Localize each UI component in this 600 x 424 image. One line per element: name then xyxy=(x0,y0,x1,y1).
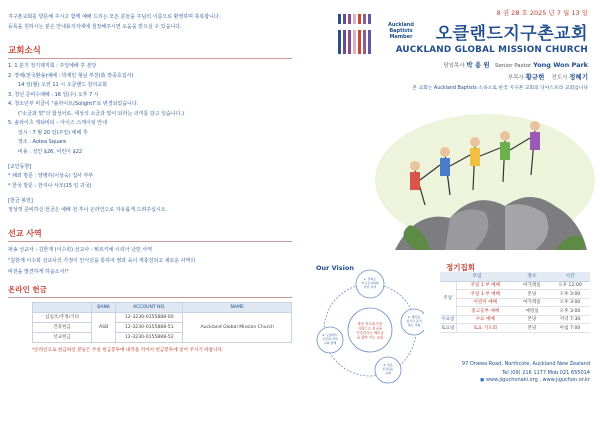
online-offering-note: *온라인으로 헌금하신 분들은 주일 헌금봉투에 내역을 적어서 헌금봉투에 넣어 주시기 바랍니다. xyxy=(32,347,224,353)
worship-place: 마가레롬 xyxy=(514,281,550,290)
table-header: 장소 xyxy=(514,272,550,281)
worship-name: 주일 1 부 예배 xyxy=(456,281,514,290)
vision-node-text: 지구촌교회의 xyxy=(361,281,379,285)
vision-title: Our Vision xyxy=(316,264,354,272)
worship-name: 주일 1 부 예배 xyxy=(456,290,514,299)
church-news-item: 3. 청년 준비수례배 : 16 일(수) 오후 7 시 xyxy=(8,91,99,98)
contact-info xyxy=(462,360,590,378)
vision-node-text: 교회 관계 xyxy=(323,341,337,345)
worship-group: 주일 xyxy=(440,281,456,315)
church-news-item: 1. 1 분기 정기제직회 : 주일예배 후 본당 xyxy=(8,63,97,69)
table-row xyxy=(33,312,292,322)
vision-center-line: 복음 전도와 이웃 xyxy=(357,322,383,326)
church-news-list xyxy=(8,62,292,157)
mission-line: 파송 선교사 : 김한재 (이수희) 선교사 - 튀르키예 시리아 난민 사역 xyxy=(8,246,153,253)
senior-pastor xyxy=(396,60,588,69)
welcome-line: 등록을 원하시는 분은 안내용지지에에 철장해주시면 도움을 받으실 수 있습니다. xyxy=(8,24,182,30)
church-header xyxy=(396,8,588,91)
vision-node-text: 2. 세상을 xyxy=(407,315,421,319)
table-header: 모임 xyxy=(440,272,514,281)
church-news-item: 일시 : 7 월 20 일(주일) 예배 후 xyxy=(18,129,88,136)
vision-center-line: 을 닮아 가는 교회 xyxy=(356,335,384,340)
worship-place: 마가레롬 xyxy=(514,298,550,307)
vision-center-line: 사랑으로 천국을 xyxy=(357,326,383,331)
worship-time: 아침 7:00 xyxy=(550,324,590,333)
table-row xyxy=(440,307,590,316)
worship-name: 어린이 예배 xyxy=(456,298,514,307)
worship-name: 중고등부 예배 xyxy=(456,307,514,316)
offering-type: 십일조/주정/기타 xyxy=(33,312,92,322)
bank-name: ASB xyxy=(92,312,116,342)
worship-time: 저녁 7:30 xyxy=(550,315,590,324)
visitors-item: * 한국 방문 : 한지나 사모(15 일 귀국) xyxy=(8,182,92,189)
church-news-item: 2. 장례(천국환송)예배 : 박재민 형님 부친(故 박종호집사) xyxy=(8,72,134,79)
table-header: ACCOUNT NO. xyxy=(116,302,183,312)
worship-place: 본당 xyxy=(514,324,550,333)
table-row xyxy=(440,324,590,333)
church-news-item: 5. 솔라이츠 액티비티 – 아이스 스케이팅 안내 xyxy=(8,120,107,126)
vision-node-text: 3. 복음 xyxy=(383,363,393,367)
vision-center-line: 이루어가는 예수님 xyxy=(356,331,384,335)
logo-text: Member xyxy=(389,34,413,40)
table-row xyxy=(440,281,590,290)
senior-pastor-name: 박 용 원 xyxy=(466,61,490,69)
offering-note-title: [헌금 봉헌] xyxy=(8,198,33,204)
vision-diagram xyxy=(316,262,424,390)
table-header: BANK xyxy=(92,302,116,312)
vision-node-text: 교회 xyxy=(385,371,391,375)
website-links[interactable] xyxy=(480,377,590,383)
divider xyxy=(8,58,292,59)
table-header: NAME xyxy=(183,302,292,312)
visitors-title: [교인동향] xyxy=(8,164,32,170)
table-header-row xyxy=(33,302,292,312)
vision-node-text: 하는 교회 xyxy=(407,323,421,327)
online-offering-table xyxy=(32,302,292,343)
website-text[interactable]: www.jiguchonaki.org , www.jiguchon.or.kr xyxy=(485,377,590,383)
worship-time: 오후 3:00 xyxy=(550,290,590,299)
church-news-item: 14 일(월) 오전 11 시 오클랜드 감리교회 xyxy=(18,82,107,88)
account-number: 12-3230-0155888-52 xyxy=(116,332,183,342)
evangelist-name: 정혜기 xyxy=(569,73,588,81)
mission-line: "김한재 이수희 선교사의 가정이 안식년을 통하여 영과 육이 재충전되고 새로운 사역의 xyxy=(8,257,196,264)
vision-node-text: 비전 목적 xyxy=(363,285,377,289)
church-news-item: 4. 청소년부 미클이 "솔라이트(Solight)"로 변경되었습니다. xyxy=(8,101,139,107)
table-header: 시간 xyxy=(550,272,590,281)
senior-pastor-label: 담임목사 xyxy=(443,63,465,69)
offering-note-text: 정성껏 준비하신 헌금은 예배 전 후나 온라인으로 자유롭게 드려주십시오. xyxy=(8,207,168,213)
table-header-row xyxy=(440,272,590,281)
church-news-item: ("소금과 빛"의 합성어로, 세상의 소금과 빛이 되라는 의미를 담고 있습니다.) xyxy=(18,110,185,117)
welcome-line: 지구촌교회를 방문해 주시고 함께 예배 드리는 모든 분들을 주님의 이름으로 환영하며 축복합니다. xyxy=(8,14,221,20)
church-news-title: 교회소식 xyxy=(8,46,41,56)
church-phone: Tel (09) 216 1177 Mob 021 655014 xyxy=(502,370,590,376)
worship-schedule-table xyxy=(440,272,590,333)
worship-name: 토요 기도회 xyxy=(456,324,514,333)
worship-time: 오후 12:00 xyxy=(550,281,590,290)
evangelist-label: 전도사 xyxy=(551,75,568,81)
church-news-item: 비용 : 성인 $26, 어린이 $22 xyxy=(18,148,83,155)
senior-pastor-en-label: Senior Pastor xyxy=(494,63,532,69)
welcome-text xyxy=(8,12,290,32)
worship-place: 본당 xyxy=(514,315,550,324)
mission-line: 비전을 발견하게 하옵소서!" xyxy=(8,268,69,275)
divider xyxy=(8,297,292,298)
church-news-item: 장소 : Aotea Square xyxy=(18,139,67,145)
table-row xyxy=(440,315,590,324)
table-header xyxy=(33,302,92,312)
account-name: Auckland Global Mission Church xyxy=(183,312,292,342)
church-logo-icon xyxy=(332,10,382,60)
logo-text: Baptists xyxy=(389,28,413,34)
online-offering-title: 온라인 헌금 xyxy=(8,284,47,294)
worship-time: 오후 3:00 xyxy=(550,298,590,307)
table-row xyxy=(440,290,590,299)
membership-note: 본 교회는 Auckland Baptists 소속으로 한국 지구촌 교회의 디아스포라 교회입니다 xyxy=(412,86,588,91)
associate-pastors xyxy=(396,72,588,81)
worship-group: 토요일 xyxy=(440,324,456,333)
mission-title: 선교 사역 xyxy=(8,228,42,238)
church-name-korean: 오클랜드지구촌교회 xyxy=(435,24,588,44)
divider xyxy=(8,241,292,242)
offering-type: 건축헌금 xyxy=(33,322,92,332)
visitors-item: * 해외 방문 : 양병하(이상숙) 집사 부부 xyxy=(8,173,94,179)
associate-label: 부목사 xyxy=(507,75,524,81)
senior-pastor-en-name: Yong Won Park xyxy=(533,61,588,69)
worship-schedule-title: 정기집회 xyxy=(446,263,475,272)
bulletin-date: 8 권 28 호 2025 년 7 월 13 일 xyxy=(496,9,588,17)
account-number: 12-3230-0155888-51 xyxy=(116,322,183,332)
offering-type: 선교헌금 xyxy=(33,332,92,342)
logo-text: Auckland xyxy=(388,22,414,28)
vision-node-text: 섬기고 증거 xyxy=(406,319,422,323)
account-number: 12-3230-0155888-00 xyxy=(116,312,183,322)
vision-node-text: 교민과 지역 xyxy=(322,337,338,341)
vision-node-text: 1. 전파는 xyxy=(363,277,377,281)
worship-time: 오후 3:00 xyxy=(550,307,590,316)
church-name-english: AUCKLAND GLOBAL MISSION CHURCH xyxy=(395,45,588,55)
worship-place: 본당 xyxy=(514,290,550,299)
vision-node-text: 선교하는 xyxy=(382,367,394,371)
worship-name: 수요 예배 xyxy=(456,315,514,324)
vision-node-text: 4. 오클랜드 xyxy=(322,333,338,337)
worship-place: 예명실 xyxy=(514,307,550,316)
globe-icon: ● xyxy=(480,377,485,383)
associate-name: 황규현 xyxy=(525,73,545,81)
church-address: 97 Onewa Road, Northcote, Auckland New Zealand xyxy=(461,361,590,367)
table-row xyxy=(440,298,590,307)
worship-group: 수요일 xyxy=(440,315,456,324)
people-climbing-illustration xyxy=(355,110,595,258)
